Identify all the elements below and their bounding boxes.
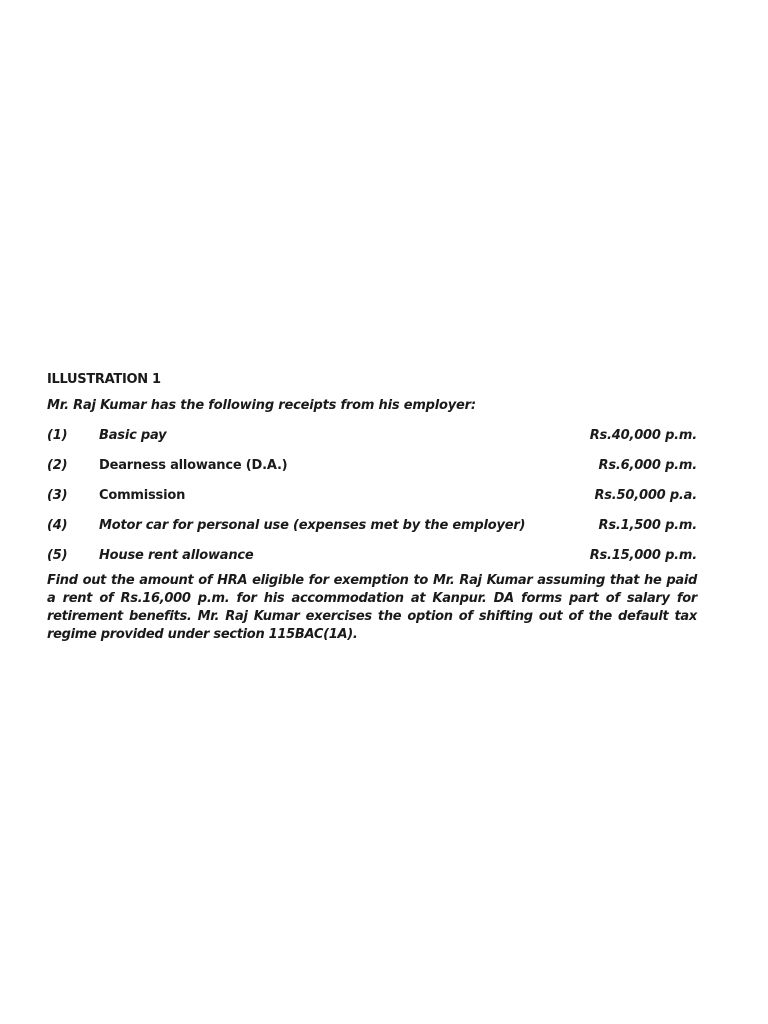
- item-label: House rent allowance: [99, 547, 254, 563]
- intro-text: Mr. Raj Kumar has the following receipts from his employer:: [47, 398, 476, 413]
- item-label: Dearness allowance (D.A.): [99, 457, 288, 473]
- item-number: (3): [47, 487, 68, 503]
- list-item: [47, 480, 697, 510]
- item-number: (2): [47, 457, 68, 473]
- item-amount: Rs.40,000 p.m.: [589, 427, 697, 443]
- item-amount: Rs.15,000 p.m.: [589, 547, 697, 563]
- receipts-list: [47, 420, 697, 570]
- item-amount: Rs.50,000 p.a.: [594, 487, 697, 503]
- item-label: Basic pay: [99, 427, 167, 443]
- item-label: Commission: [99, 487, 186, 503]
- item-number: (5): [47, 547, 68, 563]
- list-item: [47, 420, 697, 450]
- question-paragraph: Find out the amount of HRA eligible for exemption to Mr. Raj Kumar assuming that he paid a rent of Rs.16,000 p.m. for his accommodation at Kanpur. DA forms part of salary for retirement benefits. Mr. Raj Kumar exercises the option of shifting out of the default tax regime provided under section 115BAC(1A).: [47, 573, 697, 642]
- list-item: [47, 540, 697, 570]
- illustration-heading: ILLUSTRATION 1: [47, 372, 161, 387]
- list-item: [47, 510, 697, 540]
- list-item: [47, 450, 697, 480]
- item-amount: Rs.1,500 p.m.: [598, 517, 697, 533]
- item-amount: Rs.6,000 p.m.: [598, 457, 697, 473]
- item-label: Motor car for personal use (expenses met by the employer): [99, 517, 526, 533]
- item-number: (4): [47, 517, 68, 533]
- item-number: (1): [47, 427, 68, 443]
- illustration-block: [47, 368, 697, 644]
